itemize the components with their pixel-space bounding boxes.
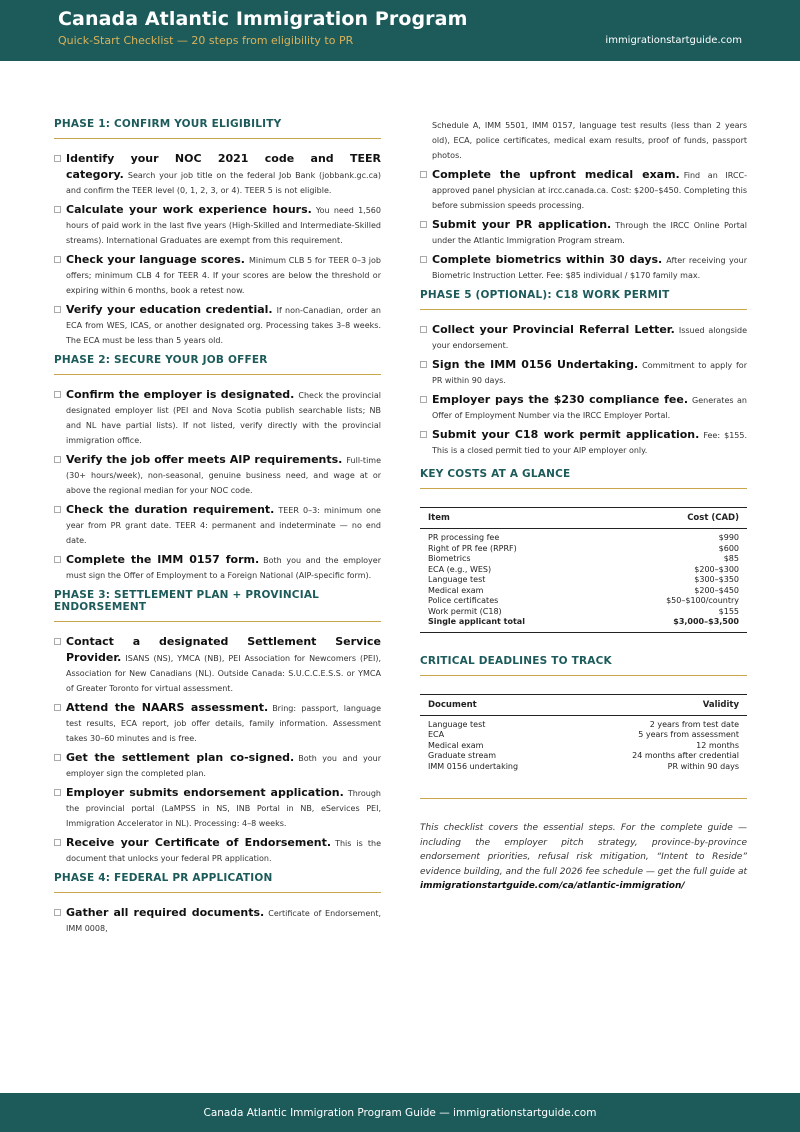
checklist-item[interactable] [54, 750, 381, 781]
item-heading: Submit your C18 work permit application. [432, 428, 700, 441]
column-header: Item [420, 508, 603, 529]
table-cell: Graduate stream [428, 751, 497, 760]
table-cell: ECA (e.g., WES) [428, 564, 492, 574]
checkbox-icon[interactable] [54, 506, 61, 513]
table-cell: PR within 90 days [667, 761, 739, 771]
item-heading: Identify your NOC 2021 code and TEER category. [66, 152, 381, 181]
item-heading: Receive your Certificate of Endorsement. [66, 836, 332, 849]
item-heading: Complete biometrics within 30 days. [432, 253, 663, 266]
item-text: Both you and your employer sign the completed plan. [66, 754, 381, 778]
checklist-item[interactable] [54, 700, 381, 746]
right-column [420, 118, 747, 894]
item-text: Minimum CLB 5 for TEER 0–3 job offers; minimum CLB 4 for TEER 4. If your scores are below the threshold or expiring within 6 months, book a retest now. [66, 256, 381, 295]
phase-5-title: PHASE 5 (OPTIONAL): C18 WORK PERMIT [420, 289, 747, 310]
deadlines-table [420, 694, 747, 777]
table-cell: $50–$100/country [666, 596, 739, 605]
table-row [420, 575, 747, 586]
table-row [420, 544, 747, 555]
table-cell: 2 years from test date [649, 719, 739, 729]
item-text: TEER 0–3: minimum one year from PR grant date. TEER 4: permanent and indeterminate — no end date. [66, 506, 381, 545]
item-heading: Employer pays the $230 compliance fee. [432, 393, 688, 406]
table-row [420, 596, 747, 607]
checkbox-icon[interactable] [54, 789, 61, 796]
item-continuation: Schedule A, IMM 5501, IMM 0157, language test results (less than 2 years old), ECA, police certificates, medical exam results, proof of funds, passport photos. [432, 121, 747, 160]
table-cell: Medical exam [428, 740, 484, 750]
header-site-link[interactable]: immigrationstartguide.com [605, 35, 742, 46]
table-cell: Language test [428, 575, 486, 584]
table-row [420, 586, 747, 597]
item-text: Issued alongside your endorsement. [432, 326, 747, 350]
table-row [420, 554, 747, 565]
page-title: Canada Atlantic Immigration Program [58, 8, 468, 30]
item-text: Check the provincial designated employer list (PEI and Nova Scotia publish searchable lists; NB and NL have partial lists). If not listed, verify directly with the provincial immigration office. [66, 391, 382, 445]
item-heading: Sign the IMM 0156 Undertaking. [432, 358, 639, 371]
item-heading: Get the settlement plan co-signed. [66, 751, 295, 764]
checkbox-icon[interactable] [420, 171, 427, 178]
table-header-row [420, 694, 747, 715]
checkbox-icon[interactable] [54, 556, 61, 563]
item-text: Through the provincial portal (LaMPSS in NS, INB Portal in NB, eServices PEI, Immigration Accelerator in NL). Processing: 4–8 weeks. [66, 789, 381, 828]
costs-table [420, 507, 747, 633]
column-header: Validity [572, 694, 747, 715]
checklist-item[interactable] [420, 167, 747, 213]
checkbox-icon[interactable] [420, 256, 427, 263]
table-row [420, 715, 747, 730]
phase-2-title: PHASE 2: SECURE YOUR JOB OFFER [54, 354, 381, 375]
item-text: If non-Canadian, order an ECA from WES, ICAS, or another designated org. Processing takes 3–8 weeks. The ECA must be less than 5 years old. [66, 306, 381, 345]
table-cell: $300–$350 [694, 575, 739, 584]
checklist-item[interactable] [54, 502, 381, 548]
table-cell: Medical exam [428, 585, 484, 595]
column-header: Cost (CAD) [603, 508, 747, 529]
checklist-item[interactable] [54, 252, 381, 298]
item-heading: Contact a designated Settlement Service Provider. [66, 635, 381, 664]
table-cell: $200–$450 [694, 585, 739, 595]
item-text: You need 1,560 hours of paid work in the last five years (High-Skilled and Intermediate-Skilled streams). International Graduates are exempt from this requirement. [66, 206, 381, 245]
checklist-item[interactable] [54, 202, 381, 248]
item-text: After receiving your Biometric Instruction Letter. Fee: $85 individual / $170 family max. [432, 256, 748, 280]
checkbox-icon[interactable] [54, 206, 61, 213]
checkbox-icon[interactable] [54, 704, 61, 711]
checklist-item[interactable] [54, 452, 381, 498]
item-heading: Complete the IMM 0157 form. [66, 553, 260, 566]
checkbox-icon[interactable] [54, 155, 61, 162]
table-row [420, 762, 747, 777]
table-row [420, 607, 747, 618]
item-text: Certificate of Endorsement, IMM 0008, [66, 909, 381, 933]
checklist-item[interactable] [420, 357, 747, 388]
section-divider [420, 798, 747, 799]
table-cell: Biometrics [428, 554, 471, 563]
checkbox-icon[interactable] [54, 391, 61, 398]
table-cell: 5 years from assessment [638, 730, 739, 739]
table-row [420, 529, 747, 544]
table-row [420, 730, 747, 741]
checklist-item[interactable] [420, 427, 747, 458]
table-cell: $200–$300 [694, 564, 739, 574]
closing-note [420, 821, 747, 894]
table-cell: Police certificates [428, 596, 499, 605]
table-cell: ECA [428, 730, 445, 739]
checkbox-icon[interactable] [54, 256, 61, 263]
table-cell: 12 months [696, 740, 739, 750]
table-cell: $155 [718, 606, 739, 616]
item-heading: Complete the upfront medical exam. [432, 168, 680, 181]
table-cell: $600 [718, 543, 739, 553]
checkbox-icon[interactable] [54, 456, 61, 463]
checklist-item[interactable] [54, 785, 381, 831]
item-heading: Employer submits endorsement application. [66, 786, 344, 799]
checklist-item[interactable] [420, 217, 747, 248]
phase-4-title: PHASE 4: FEDERAL PR APPLICATION [54, 872, 381, 893]
table-cell: IMM 0156 undertaking [428, 761, 519, 771]
item-text: ISANS (NS), YMCA (NB), PEI Association for Newcomers (PEI), Association for New Canadians (NL). Outside Canada: S.U.C.C.E.S.S. or YMCA of Greater Toronto for virtual assessment. [66, 654, 381, 693]
table-cell: Work permit (C18) [428, 606, 502, 616]
item-text: Search your job title on the federal Job Bank (jobbank.gc.ca) and confirm the TEER level (0, 1, 2, 3, or 4). TEER 5 is not eligible. [66, 171, 381, 195]
table-cell: Language test [428, 719, 486, 729]
checklist-item[interactable] [54, 302, 381, 348]
left-column [54, 118, 381, 940]
table-cell: $85 [723, 554, 739, 563]
table-cell: $3,000–$3,500 [603, 617, 747, 632]
checklist-item[interactable] [54, 905, 381, 936]
checkbox-icon[interactable] [420, 361, 427, 368]
table-cell: Single applicant total [420, 617, 603, 632]
item-heading: Verify your education credential. [66, 303, 273, 316]
page-header [0, 0, 800, 61]
checklist-item[interactable] [54, 387, 381, 448]
item-heading: Submit your PR application. [432, 218, 612, 231]
checkbox-icon[interactable] [54, 306, 61, 313]
item-heading: Check the duration requirement. [66, 503, 275, 516]
item-text: Generates an Offer of Employment Number via the IRCC Employer Portal. [432, 396, 747, 420]
checklist-item[interactable] [420, 392, 747, 423]
table-cell: 24 months after credential [632, 751, 739, 760]
checklist-item[interactable] [54, 634, 381, 696]
checkbox-icon[interactable] [54, 638, 61, 645]
checklist-item[interactable] [420, 322, 747, 353]
item-heading: Check your language scores. [66, 253, 245, 266]
deadlines-title: CRITICAL DEADLINES TO TRACK [420, 655, 747, 676]
table-cell: Right of PR fee (RPRF) [428, 543, 517, 553]
item-text: Commitment to apply for PR within 90 days. [432, 361, 747, 385]
item-text: Full-time (30+ hours/week), non-seasonal, genuine business need, and wage at or above the regional median for your NOC code. [66, 456, 381, 495]
item-text: This is the document that unlocks your federal PR application. [66, 839, 381, 863]
item-heading: Attend the NAARS assessment. [66, 701, 269, 714]
page-subtitle: Quick-Start Checklist — 20 steps from eligibility to PR [58, 34, 354, 47]
checklist-item[interactable] [54, 151, 381, 198]
page-footer [0, 1093, 800, 1132]
checkbox-icon[interactable] [54, 839, 61, 846]
table-row [420, 751, 747, 762]
checklist-item[interactable] [54, 552, 381, 583]
checkbox-icon[interactable] [54, 909, 61, 916]
table-header-row [420, 508, 747, 529]
footer-text: Canada Atlantic Immigration Program Guide — immigrationstartguide.com [203, 1106, 597, 1119]
table-row [420, 741, 747, 752]
checkbox-icon[interactable] [54, 754, 61, 761]
costs-title: KEY COSTS AT A GLANCE [420, 468, 747, 489]
checklist-item[interactable] [54, 835, 381, 866]
item-heading: Verify the job offer meets AIP requirements. [66, 453, 343, 466]
item-heading: Calculate your work experience hours. [66, 203, 312, 216]
item-heading: Gather all required documents. [66, 906, 265, 919]
phase-1-title: PHASE 1: CONFIRM YOUR ELIGIBILITY [54, 118, 381, 139]
checkbox-icon[interactable] [420, 431, 427, 438]
checkbox-icon[interactable] [420, 326, 427, 333]
table-cell: PR processing fee [428, 533, 500, 542]
item-text: Through the IRCC Online Portal under the Atlantic Immigration Program stream. [432, 221, 748, 245]
item-text: Both you and the employer must sign the Offer of Employment to a Foreign National (AIP-specific form). [66, 556, 382, 580]
checklist-item[interactable] [420, 252, 747, 283]
item-text: Bring: passport, language test results, ECA report, job offer details, family information. Assessment takes 30–60 minutes and is free. [66, 704, 381, 743]
table-total-row [420, 617, 747, 632]
phase-3-title: PHASE 3: SETTLEMENT PLAN + PROVINCIAL ENDORSEMENT [54, 589, 381, 622]
item-text: Find an IRCC-approved panel physician at ircc.canada.ca. Cost: $200–$450. Completing this before submission speeds processing. [432, 171, 748, 210]
table-cell: $990 [718, 533, 739, 542]
item-heading: Confirm the employer is designated. [66, 388, 295, 401]
item-heading: Collect your Provincial Referral Letter. [432, 323, 675, 336]
checkbox-icon[interactable] [420, 221, 427, 228]
checkbox-icon[interactable] [420, 396, 427, 403]
guide-link[interactable]: immigrationstartguide.com/ca/atlantic-immigration/ [420, 881, 685, 891]
closing-text: This checklist covers the essential steps. For the complete guide — including the employer pitch strategy, province-by-province endorsement priorities, refusal risk mitigation, “Intent to Reside” evidence building, and the full 2026 fee schedule — get the full guide at [420, 823, 747, 877]
table-row [420, 565, 747, 576]
item-text: Fee: $155. This is a closed permit tied to your AIP employer only. [432, 431, 748, 455]
column-header: Document [420, 694, 572, 715]
